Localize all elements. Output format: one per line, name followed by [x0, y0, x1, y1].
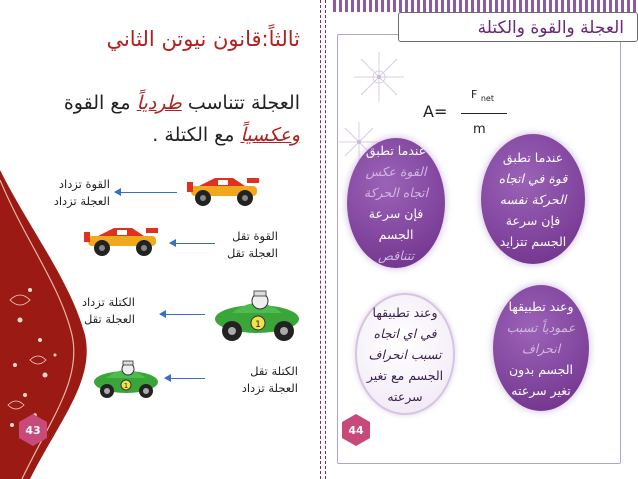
right-page — [333, 0, 638, 479]
book-spine — [320, 0, 332, 479]
circle-force-opposite-direction: عندما تطبق القوة عكس اتجاه الحركة فإن سرعة الجسم تتناقص — [347, 138, 445, 268]
arrow-1 — [115, 192, 177, 193]
label-force-decreases: القوة تقل العجلة تقل — [226, 229, 278, 260]
arrow-2 — [170, 243, 215, 244]
circle-force-perpendicular: وعند تطبيقها عمودياً تسبب انحراف الجسم بدون تغير سرعته — [493, 285, 589, 411]
formula-denominator: m — [473, 122, 486, 137]
green-car-large-icon — [212, 283, 302, 343]
top-ruler-stripe — [333, 0, 638, 12]
label-mass-decreases: الكتلة تقل العجلة تزداد — [241, 364, 298, 395]
statement-line-2: وعكسياً مع الكتلة . — [152, 124, 300, 146]
race-car-1-icon — [185, 172, 263, 208]
circle-force-any-direction: وعند تطبيقها في اي اتجاه تسبب انحراف الجسم مع تغير سرعته — [355, 293, 455, 415]
green-car-small-icon — [92, 356, 160, 400]
circle-force-same-direction: عندما تطبق قوة في اتجاه الحركة نفسه فإن سرعة الجسم تتزايد — [481, 134, 585, 264]
car-number: 1 — [255, 320, 261, 330]
label-force-increases: القوة تزداد العجلة تزداد — [53, 177, 110, 208]
left-page-title: ثالثاً:قانون نيوتن الثاني — [106, 27, 300, 51]
page-number-badge-left: 43 — [16, 413, 50, 447]
label-mass-increases: الكتلة تزداد العجلة تقل — [81, 295, 135, 326]
right-page-title: العجلة والقوة والكتلة — [477, 18, 624, 38]
car-number: 1 — [123, 382, 129, 390]
race-car-2-icon — [82, 222, 162, 258]
page-number-badge-right: 44 — [339, 413, 373, 447]
formula-lhs: A= — [423, 102, 448, 121]
statement-line-1: العجلة تتناسب طردياً مع القوة — [63, 92, 300, 114]
arrow-4 — [165, 378, 205, 379]
formula-fraction-bar — [461, 113, 507, 114]
formula-numerator: F $_{net}$ — [471, 88, 494, 104]
arrow-3 — [160, 314, 205, 315]
